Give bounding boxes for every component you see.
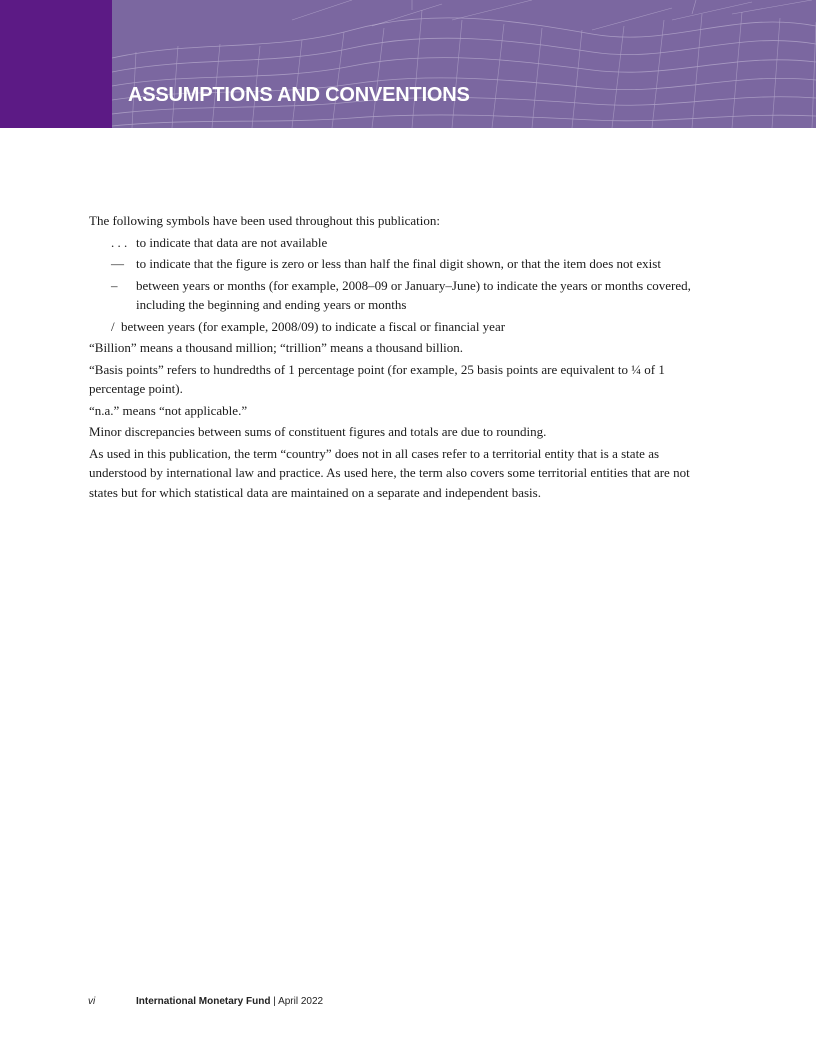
symbol-description: to indicate that data are not available (136, 234, 328, 250)
na-definition: “n.a.” means “not applicable.” (89, 402, 248, 418)
symbol-list (89, 233, 709, 337)
symbol-description: between years or months (for example, 2008–09 or January–June) to indicate the years or months covered, including the beginning and ending years or months (136, 277, 691, 312)
page-number: vi (88, 996, 96, 1007)
publication-date: April 2022 (278, 996, 324, 1007)
symbol-list-item (89, 233, 709, 253)
em-dash-symbol: — (111, 256, 124, 271)
ellipsis-symbol: . . . (111, 234, 128, 250)
symbol-description: to indicate that the figure is zero or less than half the final digit shown, or that the item does not exist (136, 256, 661, 271)
symbol-list-item (89, 317, 709, 337)
chapter-header-band (0, 0, 816, 128)
publication-name: International Monetary Fund (136, 996, 271, 1007)
country-definition: As used in this publication, the term “country” does not in all cases refer to a territorial entity that is a state as understood by international law and practice. As used here, the term also covers some territorial entities that are not states but for which statistical data are maintained on a separate and independent basis. (89, 445, 690, 500)
symbol-description: between years (for example, 2008/09) to indicate a fiscal or financial year (121, 318, 506, 334)
rounding-note: Minor discrepancies between sums of constituent figures and totals are due to rounding. (89, 424, 547, 439)
footer-separator: | (270, 996, 279, 1007)
page-footer (88, 996, 728, 1010)
slash-symbol: / (111, 318, 115, 334)
header-accent-block (0, 0, 112, 128)
intro-paragraph: The following symbols have been used throughout this publication: (89, 213, 440, 228)
publication-info (136, 996, 323, 1007)
symbol-list-item (89, 276, 709, 315)
chapter-title: ASSUMPTIONS AND CONVENTIONS (128, 84, 470, 106)
main-content (89, 211, 709, 504)
billion-definition: “Billion” means a thousand million; “trillion” means a thousand billion. (89, 340, 464, 355)
symbol-list-item (89, 254, 709, 274)
wireframe-mesh-graphic (112, 0, 816, 128)
en-dash-symbol: – (111, 277, 118, 293)
basis-points-definition: “Basis points” refers to hundredths of 1 percentage point (for example, 25 basis points are equivalent to ¼ of 1 percentage point). (89, 361, 665, 396)
